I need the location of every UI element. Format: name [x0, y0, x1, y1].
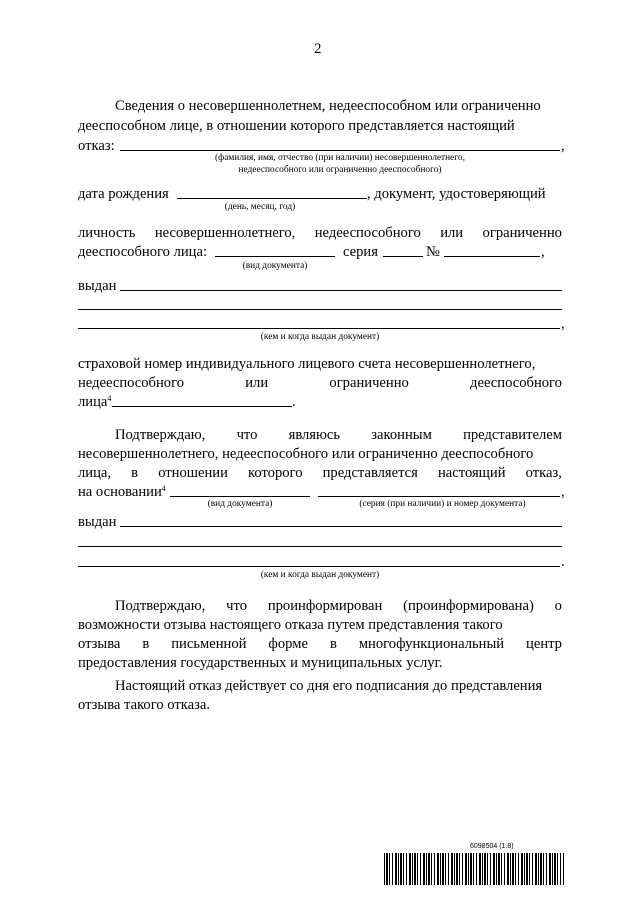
para1-line-4: предоставления государственных и муниципальных услуг. [78, 655, 443, 671]
identity-line: личность несовершеннолетнего, недееспособного или ограниченно [78, 225, 562, 241]
doc-caption: (вид документа) [242, 261, 308, 271]
para1-line-2: возможности отзыва настоящего отказа путем представления такого [78, 617, 503, 633]
issued-label: выдан [78, 278, 117, 294]
intro-line-1: Сведения о несовершеннолетнем, недееспособном или ограниченно [115, 98, 541, 114]
snils-field[interactable] [112, 406, 292, 407]
doc-type-field[interactable] [215, 256, 335, 257]
basis-doc-type-field[interactable] [170, 496, 310, 497]
snils-line-1: страховой номер индивидуального лицевого счета несовершеннолетнего, [78, 356, 536, 372]
issued-field-2[interactable] [78, 309, 562, 310]
birth-date-field[interactable] [177, 198, 367, 199]
para2-line-1: Настоящий отказ действует со дня его подписания до представления [115, 678, 543, 694]
otkaz-label: отказ: [78, 138, 115, 154]
comma: , [541, 244, 545, 260]
fio-field[interactable] [120, 150, 560, 151]
number-field[interactable] [444, 256, 540, 257]
snils-label: лица$^4$ [78, 394, 112, 410]
page-number: 2 [314, 41, 322, 57]
doc-text: , документ, удостоверяющий [367, 186, 546, 202]
confirm-line-2: несовершеннолетнего, недееспособного или ограниченно дееспособного [78, 446, 534, 462]
fio-caption-1: (фамилия, имя, отчество (при наличии) несовершеннолетнего, [215, 153, 465, 163]
birth-caption: (день, месяц, год) [224, 202, 296, 212]
rep-issued-caption: (кем и когда выдан документ) [260, 570, 380, 580]
birth-label: дата рождения [78, 186, 169, 202]
basis-doc-caption: (вид документа) [207, 499, 273, 509]
rep-issued-label: выдан [78, 514, 117, 530]
number-label: № [426, 244, 440, 260]
series-field[interactable] [383, 256, 423, 257]
snils-line-2: недееспособного или ограниченно дееспособного [78, 375, 562, 391]
intro-line-2: дееспособном лице, в отношении которого представляется настоящий [78, 118, 515, 134]
comma: , [561, 138, 565, 154]
basis-doc-number-field[interactable] [318, 496, 560, 497]
issued-field-1[interactable] [120, 290, 562, 291]
rep-issued-field-2[interactable] [78, 546, 562, 547]
comma: , [561, 484, 565, 500]
comma: , [561, 316, 565, 332]
basis-label: на основании$^4$ [78, 484, 166, 500]
issued-caption: (кем и когда выдан документ) [260, 332, 380, 342]
para1-line-1: Подтверждаю, что проинформирован (проинформирована) о [115, 598, 562, 614]
barcode-label: 6098504 (1.8) [470, 843, 514, 850]
issued-field-3[interactable] [78, 328, 560, 329]
barcode [384, 853, 564, 885]
confirm-line-3: лица, в отношении которого представляется настоящий отказ, [78, 465, 562, 481]
para2-line-2: отзыва такого отказа. [78, 697, 211, 713]
period: . [292, 394, 296, 410]
rep-issued-field-3[interactable] [78, 566, 560, 567]
confirm-line-1: Подтверждаю, что являюсь законным представителем [115, 427, 562, 443]
basis-series-caption: (серия (при наличии) и номер документа) [359, 499, 526, 509]
rep-issued-field-1[interactable] [120, 526, 562, 527]
person-label: дееспособного лица: [78, 244, 207, 260]
series-label: серия [343, 244, 378, 260]
period: . [561, 554, 565, 570]
para1-line-3: отзыва в письменной форме в многофункциональный центр [78, 636, 562, 652]
fio-caption-2: недееспособного или ограниченно дееспособного) [238, 165, 442, 175]
